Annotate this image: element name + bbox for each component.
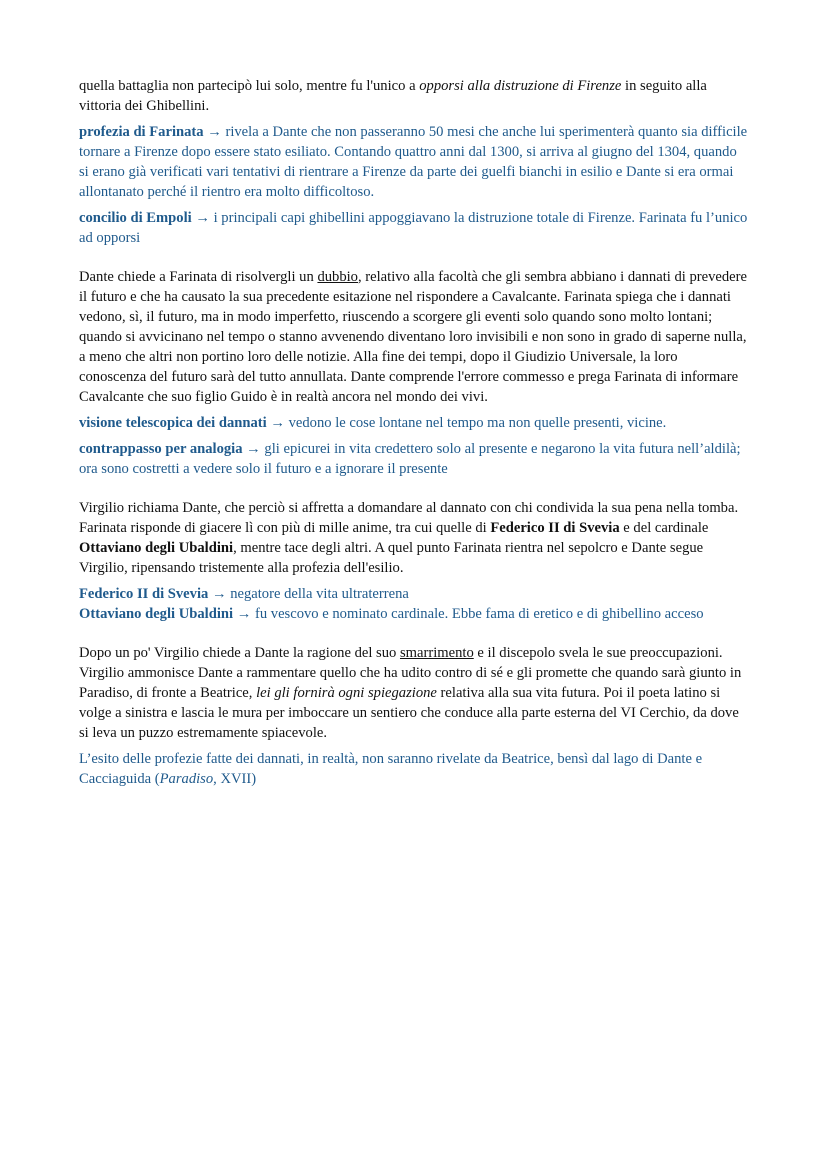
note-paragraph: profezia di Farinata → rivela a Dante che non passeranno 50 mesi che anche lui sperimenterà quanto sia difficile tornare a Firenze dopo essere stato esiliato. Contando quattro anni dal 1300, si arriva al giugno del 1304, quando si erano già verificati vari tentativi di rientrare a Firenze da parte dei guelfi bianchi in esilio e Dante si era ormai allontanato perché il rientro era molto difficoltoso.	[79, 124, 748, 200]
section-spacer	[79, 624, 748, 643]
section-spacer	[79, 248, 748, 267]
note-paragraph: Federico II di Svevia → negatore della vita ultraterrena	[79, 586, 409, 602]
italic-phrase: lei gli fornirà ogni spiegazione	[256, 685, 437, 701]
note-term: concilio di Empoli	[79, 210, 192, 226]
italic-title: Paradiso	[159, 771, 214, 787]
section-spacer	[79, 479, 748, 498]
note-paragraph: contrappasso per analogia → gli epicurei in vita credettero solo al presente e negarono la vita futura nell’aldilà; ora sono costretti a vedere solo il futuro e a ignorare il presente	[79, 441, 741, 477]
note-paragraph: Ottaviano degli Ubaldini → fu vescovo e nominato cardinale. Ebbe fama di eretico e di ghibellino acceso	[79, 606, 704, 622]
bold-name: Ottaviano degli Ubaldini	[79, 540, 234, 556]
underlined-word: dubbio	[317, 269, 358, 285]
underlined-word: smarrimento	[399, 645, 474, 661]
note-paragraph: L’esito delle profezie fatte dei dannati, in realtà, non saranno rivelate da Beatrice, bensì dal lago di Dante e Cacciaguida (Paradiso, XVII)	[79, 751, 703, 787]
body-paragraph: quella battaglia non partecipò lui solo, mentre fu l'unico a opporsi alla distruzione di Firenze in seguito alla vittoria dei Ghibellini.	[79, 78, 707, 114]
note-term: Ottaviano degli Ubaldini	[79, 606, 234, 622]
note-term: profezia di Farinata	[79, 124, 204, 140]
bold-name: Federico II di Svevia	[490, 520, 620, 536]
body-paragraph: Dante chiede a Farinata di risolvergli un dubbio, relativo alla facoltà che gli sembra abbiano i dannati di prevedere il futuro e che ha causato la sua precedente esitazione nel rispondere a Cavalcante. Farinata spiega che i dannati vedono, sì, il futuro, ma in modo imperfetto, riuscendo a scorgere gli eventi solo quando sono molto lontani; quando si avvicinano nel tempo o stanno avvenendo diventano loro invisibili e non sono in grado di saperne nulla, a meno che altri non portino loro delle notizie. Alla fine dei tempi, dopo il Giudizio Universale, la loro conoscenza del futuro sarà del tutto annullata. Dante comprende l'errore commesso e prega Farinata di informare Cavalcante che suo figlio Guido è in realtà ancora nel mondo dei vivi.	[79, 269, 747, 405]
note-term: Federico II di Svevia	[79, 586, 209, 602]
note-term: contrappasso per analogia	[79, 441, 243, 457]
body-paragraph: Dopo un po' Virgilio chiede a Dante la ragione del suo smarrimento e il discepolo svela le sue preoccupazioni. Virgilio ammonisce Dante a rammentare quello che ha udito contro di sé e gli promette che quando sarà giunto in Paradiso, di fronte a Beatrice, lei gli fornirà ogni spiegazione relativa alla sua vita futura. Poi il poeta latino si volge a sinistra e lascia le mura per imboccare un sentiero che conduce alla parte esterna del VI Cerchio, da dove si leva un puzzo estremamente spiacevole.	[79, 645, 742, 741]
note-paragraph: concilio di Empoli → i principali capi ghibellini appoggiavano la distruzione totale di Firenze. Farinata fu l’unico ad opporsi	[79, 210, 748, 246]
italic-phrase: opporsi alla distruzione di Firenze	[419, 78, 622, 94]
note-term: visione telescopica dei dannati	[79, 415, 267, 431]
body-paragraph: Virgilio richiama Dante, che perciò si affretta a domandare al dannato con chi condivida la sua pena nella tomba. Farinata risponde di giacere lì con più di mille anime, tra cui quelle di Federico II di Svevia e del cardinale Ottaviano degli Ubaldini, mentre tace degli altri. A quel punto Farinata rientra nel sepolcro e Dante segue Virgilio, ripensando tristemente alla profezia dell'esilio.	[79, 500, 739, 576]
note-paragraph: visione telescopica dei dannati → vedono le cose lontane nel tempo ma non quelle presenti, vicine.	[79, 415, 667, 431]
